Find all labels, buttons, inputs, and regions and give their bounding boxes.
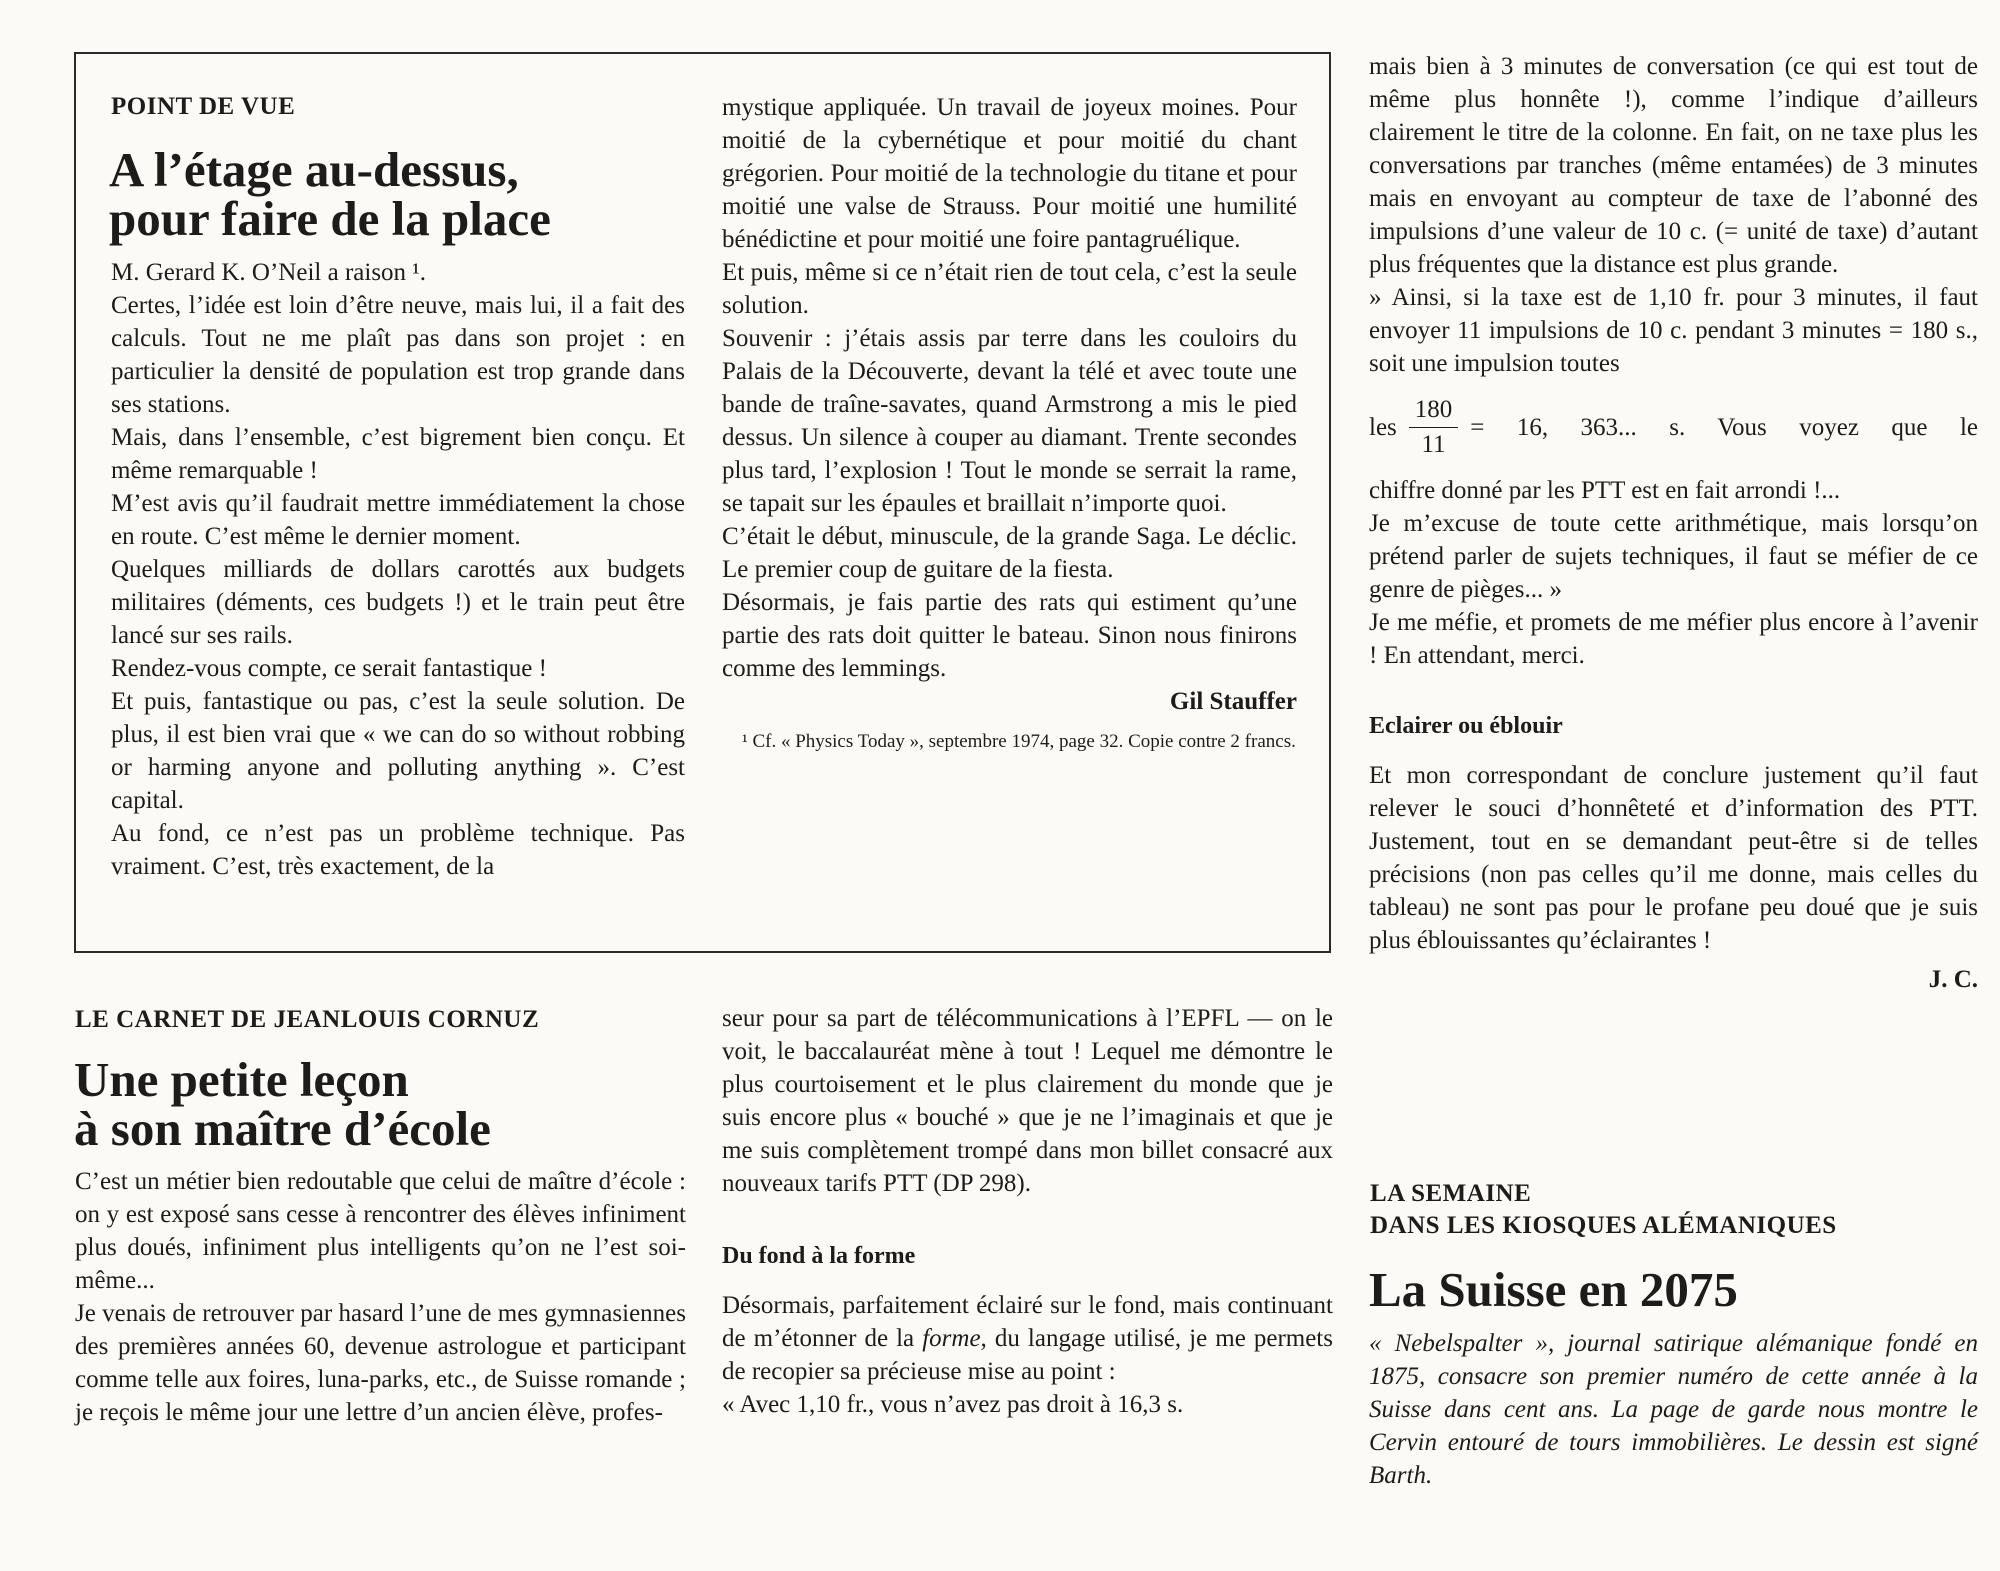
subheading-du-fond: Du fond à la forme (722, 1243, 916, 1269)
paragraph: Quelques milliards de dollars carottés aux budgets militaires (déments, ces budgets !) et le train peut être lancé sur ses rails. (111, 556, 685, 649)
semaine-title: La Suisse en 2075 (1369, 1262, 1738, 1317)
paragraph: M’est avis qu’il faudrait mettre immédiatement la chose en route. C’est même le dernier moment. (111, 490, 685, 550)
paragraph: Et puis, fantastique ou pas, c’est la seule solution. De plus, il est bien vrai que « we can do so without robbing or harming anyone and polluting anything ». C’est capital. (111, 688, 685, 814)
paragraph: Désormais, parfaitement éclairé sur le fond, mais continuant de m’étonner de la forme, du langage utilisé, je me permets de recopier sa précieuse mise au point : (722, 1292, 1333, 1385)
paragraph: Souvenir : j’étais assis par terre dans les couloirs du Palais de la Découverte, devant la télé et avec toute une bande de traîne-savates, quand Armstrong a mis le pied dessus. Un silence à couper au diamant. Trente secondes plus tard, l’explosion ! Tout le monde se serrait la rame, se tapait sur les épaules et braillait n’importe quoi. (722, 325, 1297, 517)
paragraph: chiffre donné par les PTT est en fait arrondi !... (1369, 477, 1841, 504)
carnet-column-2 (722, 1002, 1333, 1421)
footnote: ¹ Cf. « Physics Today », septembre 1974, page 32. Copie contre 2 francs. (742, 731, 1296, 752)
paragraph: Au fond, ce n’est pas un problème technique. Pas vraiment. C’est, très exactement, de la (111, 820, 685, 880)
paragraph: mystique appliquée. Un travail de joyeux moines. Pour moitié de la cybernétique et pour moitié du chant grégorien. Pour moitié de la technologie du titane et pour moitié une valse de Strauss. Pour moitié une humilité bénédictine et pour moitié une foire pantagruélique. (722, 94, 1297, 253)
carnet-column-3 (1369, 50, 1978, 996)
paragraph: seur pour sa part de télécommunications à l’EPFL — on le voit, le baccalauréat mène à tout ! Lequel me démontre le plus courtoisement et le plus clairement du monde que je suis encore plus « bouché » que je ne l’imaginais et que je me suis complètement trompé dans mon billet consacré aux nouveaux tarifs PTT (DP 298). (722, 1005, 1333, 1197)
subheading-eclairer: Eclairer ou éblouir (1369, 713, 1563, 739)
paragraph: Et puis, même si ce n’était rien de tout cela, c’est la seule solution. (722, 259, 1297, 319)
paragraph: M. Gerard K. O’Neil a raison ¹. (111, 259, 427, 286)
paragraph: Mais, dans l’ensemble, c’est bigrement bien conçu. Et même remarquable ! (111, 424, 685, 484)
carnet-kicker: LE CARNET DE JEANLOUIS CORNUZ (75, 1006, 540, 1033)
paragraph: « Avec 1,10 fr., vous n’avez pas droit à 16,3 s. (722, 1391, 1184, 1418)
paragraph: Je me méfie, et promets de me méfier plus encore à l’avenir ! En attendant, merci. (1369, 609, 1978, 669)
carnet-title: Une petite leçon à son maître d’école (74, 1052, 491, 1156)
paragraph: Certes, l’idée est loin d’être neuve, mais lui, il a fait des calculs. Tout ne me plaît pas dans son projet : en particulier la densité de population est trop grande dans ses stations. (111, 292, 685, 418)
paragraph: Désormais, je fais partie des rats qui estiment qu’une partie des rats doit quitter le bateau. Sinon nous finirons comme des lemmings. (722, 589, 1297, 682)
paragraph: mais bien à 3 minutes de conversation (ce qui est tout de même plus honnête !), comme l’indique d’ailleurs clairement le titre de la colonne. En fait, on ne taxe plus les conversations par tranches (même entamées) de 3 minutes mais en envoyant au compteur de taxe de l’abonné des impulsions d’une valeur de 10 c. (= unité de taxe) d’autant plus fréquentes que la distance est plus grande. (1369, 53, 1978, 278)
paragraph: Rendez-vous compte, ce serait fantastique ! (111, 655, 547, 682)
fraction: $\frac{180}{11}$ (1409, 395, 1459, 460)
signature: Gil Stauffer (1169, 688, 1297, 715)
paragraph: Je venais de retrouver par hasard l’une de mes gymnasiennes des premières années 60, devenue astrologue et participant comme telle aux foires, luna-parks, etc., de Suisse romande ; je reçois le même jour une lettre d’un ancien élève, profes- (75, 1300, 686, 1426)
point-de-vue-column-2 (722, 91, 1297, 754)
signature: J. C. (1928, 966, 1978, 993)
fraction-line: les $\frac{180}{11}$ = 16, 363... s. Vous voyez que le (1369, 395, 1978, 458)
point-de-vue-kicker: POINT DE VUE (111, 93, 296, 120)
paragraph: C’est un métier bien redoutable que celui de maître d’école : on y est exposé sans cesse à rencontrer des élèves infiniment plus doués, infiniment plus intelligents qu’on ne l’est soi-même... (75, 1168, 686, 1294)
semaine-body: « Nebelspalter », journal satirique alémanique fondé en 1875, consacre son premier numéro de cette année à la Suisse dans cent ans. La page de garde nous montre le Cervin entouré de tours immobilières. Le dessin est signé Barth. (1369, 1330, 1978, 1489)
paragraph: » Ainsi, si la taxe est de 1,10 fr. pour 3 minutes, il faut envoyer 11 impulsions de 10 c. pendant 3 minutes = 180 s., soit une impulsion toutes (1369, 284, 1978, 377)
carnet-column-1 (75, 1165, 686, 1429)
paragraph: Je m’excuse de toute cette arithmétique, mais lorsqu’on prétend parler de sujets techniques, il faut se méfier de ce genre de pièges... » (1369, 510, 1978, 603)
paragraph: C’était le début, minuscule, de la grande Saga. Le déclic. Le premier coup de guitare de la fiesta. (722, 523, 1297, 583)
point-de-vue-title: A l’étage au-dessus, pour faire de la place (109, 142, 551, 246)
point-de-vue-column-1 (111, 256, 685, 883)
paragraph: Et mon correspondant de conclure justement qu’il faut relever le souci d’honnêteté et d’information des PTT. Justement, tout en se demandant peut-être si de telles précisions (non pas celles qu’il me donne, mais celles du tableau) ne sont pas pour le profane peu doué que je suis plus éblouissantes qu’éclairantes ! (1369, 762, 1978, 954)
semaine-kicker: LA SEMAINE DANS LES KIOSQUES ALÉMANIQUES (1370, 1180, 1837, 1239)
